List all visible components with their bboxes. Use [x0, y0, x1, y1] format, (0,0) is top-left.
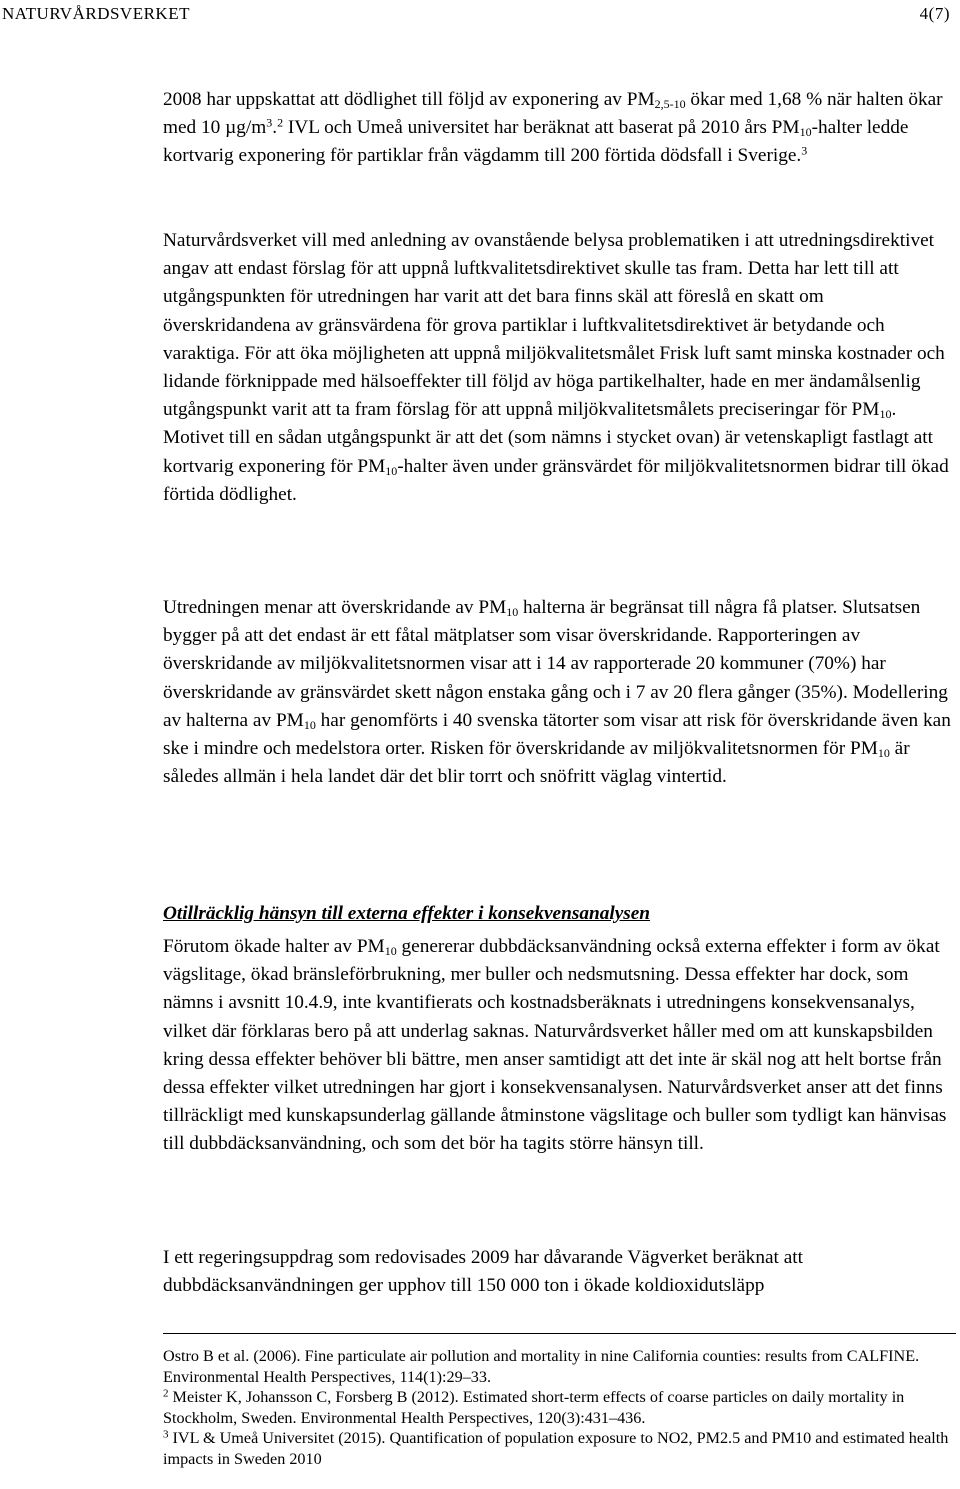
organization-name: NATURVÅRDSVERKET — [2, 4, 190, 23]
footnote-text: Meister K, Johansson C, Forsberg B (2012). Estimated short-term effects of coarse particles on daily mortality in Stockholm, Sweden. Environmental Health Perspectives, 120(3):431–436. — [163, 1388, 905, 1427]
page-number: 4(7) — [919, 4, 950, 23]
footnote — [163, 1346, 953, 1387]
subscript: 10 — [879, 407, 892, 422]
text-run: har genomförts i 40 svenska tätorter som visar att risk för överskridande även kan ske i mindre och medelstora orter. Risken för överskridande av miljökvalitetsnormen för PM — [163, 709, 951, 760]
text-run: Naturvårdsverket vill med anledning av ovanstående belysa problematiken i att utredningsdirektivet angav att endast förslag för att uppnå luftkvalitetsdirektivet skulle tas fram. Detta har lett till att utgångspunkten för utredningen har varit att det bara finns skäl att föreslå en skatt om överskridandena av gränsvärdena för grova partiklar i luftkvalitetsdirektivet är betydande och varaktiga. För att öka möjligheten att uppnå miljökvalitetsmålet Frisk luft samt minska kostnader och lidande förknippade med hälsoeffekter till följd av höga partikelhalter, hade en mer ändamålsenlig utgångspunkt varit att ta fram förslag för att uppnå miljökvalitetsmålets preciseringar för PM — [163, 230, 945, 421]
paragraph-problem-statement — [163, 227, 953, 509]
text-run: . — [272, 117, 278, 139]
subscript: 10 — [799, 125, 812, 140]
paragraph-external-effects — [163, 933, 953, 1159]
page-header — [0, 2, 960, 24]
footnote-number: 3 — [163, 1428, 169, 1441]
footnote-number: 2 — [163, 1387, 169, 1400]
footnote-text: Ostro B et al. (2006). Fine particulate air pollution and mortality in nine California counties: results from CALFINE. Environmental Health Perspectives, 114(1):29–33. — [163, 1347, 920, 1386]
footnote — [163, 1387, 953, 1428]
text-run: är således allmän i hela landet där det blir torrt och snöfritt väglag vintertid. — [163, 738, 910, 788]
text-run: Förutom ökade halter av PM — [163, 936, 385, 957]
paragraph-government-assignment — [163, 1244, 953, 1300]
footnote-ref[interactable]: 2 — [277, 115, 284, 130]
footnote-ref[interactable]: 3 — [801, 143, 808, 158]
paragraph-exceedances — [163, 594, 953, 791]
subscript: 10 — [303, 717, 316, 732]
subscript: 10 — [385, 463, 398, 478]
text-run: . Motivet till en sådan utgångspunkt är att det (som nämns i stycket ovan) är vetenskapligt fastlagt att kortvarig exponering för PM — [163, 399, 933, 477]
text-run: Utredningen menar att överskridande av PM — [163, 597, 507, 618]
footnote — [163, 1428, 953, 1469]
section-heading: Otillräcklig hänsyn till externa effekter i konsekvensanalysen — [163, 903, 651, 924]
subscript: 2,5-10 — [654, 97, 686, 111]
text-run: I ett regeringsuppdrag som redovisades 2009 har dåvarande Vägverket beräknat att dubbdäcksanvändningen ger upphov till 150 000 ton i ökade koldioxidutsläpp — [163, 1247, 803, 1297]
text-run: 2008 har uppskattat att dödlighet till följd av exponering av PM — [163, 89, 655, 110]
footnote-text: IVL & Umeå Universitet (2015). Quantification of population exposure to NO2, PM2.5 and PM10 and estimated health impacts in Sweden 2010 — [163, 1429, 949, 1468]
text-run: -halter även under gränsvärdet för miljökvalitetsnormen bidrar till ökad förtida dödlighet. — [163, 455, 949, 505]
text-run: genererar dubbdäcksanvändning också externa effekter i form av ökat vägslitage, ökad bränsleförbrukning, mer buller och nedsmutsning. Dessa effekter har dock, som nämns i avsnitt 10.4.9, inte kvantifierats och kostnadsberäknats i utredningens konsekvensanalys, vilket där förklaras bero på att underlag saknas. Naturvårdsverket håller med om att kunskapsbilden kring dessa effekter behöver bli bättre, men anser samtidigt att det inte är skäl nog att helt bortse från dessa effekter vilket utredningen har gjort i konsekvensanalysen. Naturvårdsverket anser att det finns tillräckligt med kunskapsunderlag gällande åtminstone vägslitage och buller som tydligt kan hänvisas till dubbdäcksanvändning, och som det bör ha tagits större hänsyn till. — [163, 936, 947, 1155]
text-run: -halter ledde kortvarig exponering för partiklar från vägdamm till 200 förtida dödsfall i Sverige. — [163, 117, 909, 167]
subscript: 10 — [506, 605, 519, 619]
paragraph-mortality-exposure — [163, 86, 953, 171]
text-run: halterna är begränsat till några få platser. Slutsatsen bygger på att det endast är ett fåtal mätplatser som visar överskridande. Rapporteringen av överskridande av miljökvalitetsnormen visar att i 14 av rapporterade 20 kommuner (70%) har överskridande av gränsvärdet skett någon enstaka gång och i 7 av 20 flera gånger (35%). Modellering av halterna av PM — [163, 597, 948, 731]
superscript: 3 — [266, 115, 273, 130]
subscript: 10 — [384, 944, 397, 958]
footnote-divider — [163, 1333, 956, 1334]
text-run: ökar med 1,68 % när halten ökar med 10 µg/m — [163, 89, 943, 139]
subscript: 10 — [877, 746, 890, 761]
text-run: IVL och Umeå universitet har beräknat att baserat på 2010 års PM — [283, 117, 800, 139]
footnotes — [163, 1346, 953, 1470]
